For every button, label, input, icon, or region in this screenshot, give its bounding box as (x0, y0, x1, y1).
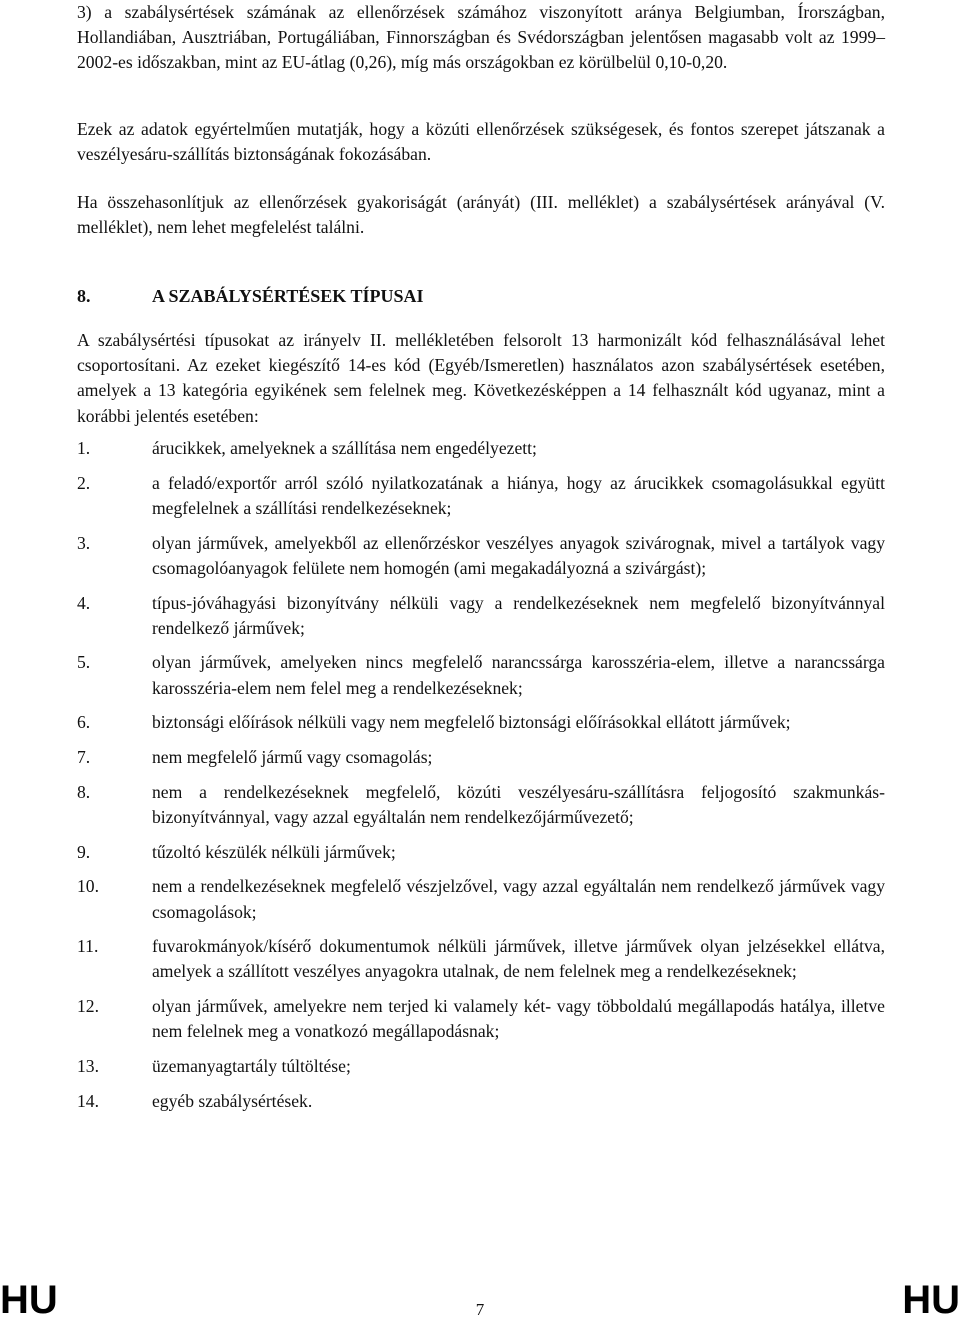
list-item-text: tűzoltó készülék nélküli járművek; (152, 841, 396, 862)
list-item-text: egyéb szabálysértések. (152, 1090, 313, 1111)
list-item-number: 4. (77, 592, 91, 613)
list-item (77, 1089, 885, 1114)
paragraph-comparison: Ha összehasonlítjuk az ellenőrzések gyakoriságát (arányát) (III. melléklet) a szabálysértések arányával (V. melléklet), nem lehet megfelelést találni. (77, 192, 885, 238)
footer-language-left: HU (0, 1278, 58, 1322)
list-item-number: 11. (77, 936, 99, 957)
list-item (77, 994, 885, 1044)
list-item (77, 780, 885, 830)
list-item-text: olyan járművek, amelyekből az ellenőrzéskor veszélyes anyagok szivárognak, mivel a tartályok vagy csomagolóanyagok felülete nem homogén (ami megakadályozná a szivárgást); (152, 532, 885, 578)
section-heading (77, 283, 424, 309)
section-intro: A szabálysértési típusokat az irányelv II. mellékletében felsorolt 13 harmonizált kód felhasználásával lehet csoportosítani. Az ezeket kiegészítő 14-es kód (Egyéb/Ismeretlen) használatos azon szabálysértések esetében, amelyek a 13 kategória egyikének sem felelnek meg. Következésképpen a 14 felhasznált kód ugyanaz, mint a korábbi jelentés esetében: (77, 330, 885, 426)
list-item-number: 10. (77, 876, 99, 897)
list-item (77, 840, 885, 865)
violation-types-list (77, 436, 885, 1123)
list-item-number: 12. (77, 996, 99, 1017)
list-item-text: fuvarokmányok/kísérő dokumentumok nélküli járművek, illetve járművek olyan jelzésekkel ellátva, amelyek a szállított veszélyes anyagokra utalnak, de nem felelnek meg a rendelkezéseknek; (152, 936, 885, 982)
list-item-number: 9. (77, 841, 91, 862)
paragraph-checks-necessary: Ezek az adatok egyértelműen mutatják, hogy a közúti ellenőrzések szükségesek, és fontos szerepet játszanak a veszélyesáru-szállítás biztonságának fokozásában. (77, 119, 885, 165)
page-number: 7 (475, 1300, 485, 1319)
list-item-number: 6. (77, 712, 91, 733)
paragraph-eu-ratio: 3) a szabálysértések számának az ellenőrzések számához viszonyított aránya Belgiumban, Írországban, Hollandiában, Ausztriában, Portugáliában, Finnországban és Svédországban jelentősen magasabb volt az 1999–2002-es időszakban, mint az EU-átlag (0,26), míg más országokban ez körülbelül 0,10-0,20. (77, 2, 885, 73)
list-item (77, 934, 885, 984)
list-item-text: olyan járművek, amelyeken nincs megfelelő narancssárga karosszéria-elem, illetve a narancssárga karosszéria-elem nem felel meg a rendelkezéseknek; (152, 652, 885, 698)
list-item-text: nem megfelelő jármű vagy csomagolás; (152, 747, 433, 768)
list-item-number: 13. (77, 1056, 99, 1077)
list-item-text: biztonsági előírások nélküli vagy nem megfelelő biztonsági előírásokkal ellátott járművek; (152, 712, 791, 733)
list-item (77, 745, 885, 770)
list-item (77, 1054, 885, 1079)
list-item-text: nem a rendelkezéseknek megfelelő, közúti veszélyesáru-szállításra feljogosító szakmunkás-bizonyítvánnyal, vagy azzal egyáltalán nem rendelkezőjárművezető; (152, 781, 885, 827)
section-number: 8. (77, 286, 91, 306)
list-item-number: 7. (77, 747, 91, 768)
list-item-number: 14. (77, 1090, 99, 1111)
list-item-text: olyan járművek, amelyekre nem terjed ki valamely két- vagy többoldalú megállapodás hatálya, illetve nem felelnek meg a vonatkozó megállapodásnak; (152, 996, 885, 1042)
list-item-text: típus-jóváhagyási bizonyítvány nélküli vagy a rendelkezéseknek nem megfelelő bizonyítvánnyal rendelkező járművek; (152, 592, 885, 638)
list-item (77, 650, 885, 700)
list-item-number: 8. (77, 781, 91, 802)
list-item-text: üzemanyagtartály túltöltése; (152, 1056, 351, 1077)
list-item (77, 591, 885, 641)
list-item-number: 1. (77, 438, 91, 458)
list-item (77, 471, 885, 521)
section-title: A SZABÁLYSÉRTÉSEK TÍPUSAI (152, 286, 424, 306)
footer-language-right: HU (902, 1278, 960, 1322)
list-item (77, 710, 885, 735)
list-item-text: árucikkek, amelyeknek a szállítása nem engedélyezett; (152, 438, 537, 458)
list-item (77, 436, 885, 461)
list-item-number: 2. (77, 472, 91, 493)
list-item-text: a feladó/exportőr arról szóló nyilatkozatának a hiánya, hogy az árucikkek csomagolásukkal együtt megfelelnek a szállítási rendelkezéseknek; (152, 472, 885, 518)
list-item-text: nem a rendelkezéseknek megfelelő vészjelzővel, vagy azzal egyáltalán nem rendelkező járművek vagy csomagolások; (152, 876, 885, 922)
list-item-number: 5. (77, 652, 91, 673)
list-item (77, 531, 885, 581)
list-item (77, 874, 885, 924)
list-item-number: 3. (77, 532, 91, 553)
